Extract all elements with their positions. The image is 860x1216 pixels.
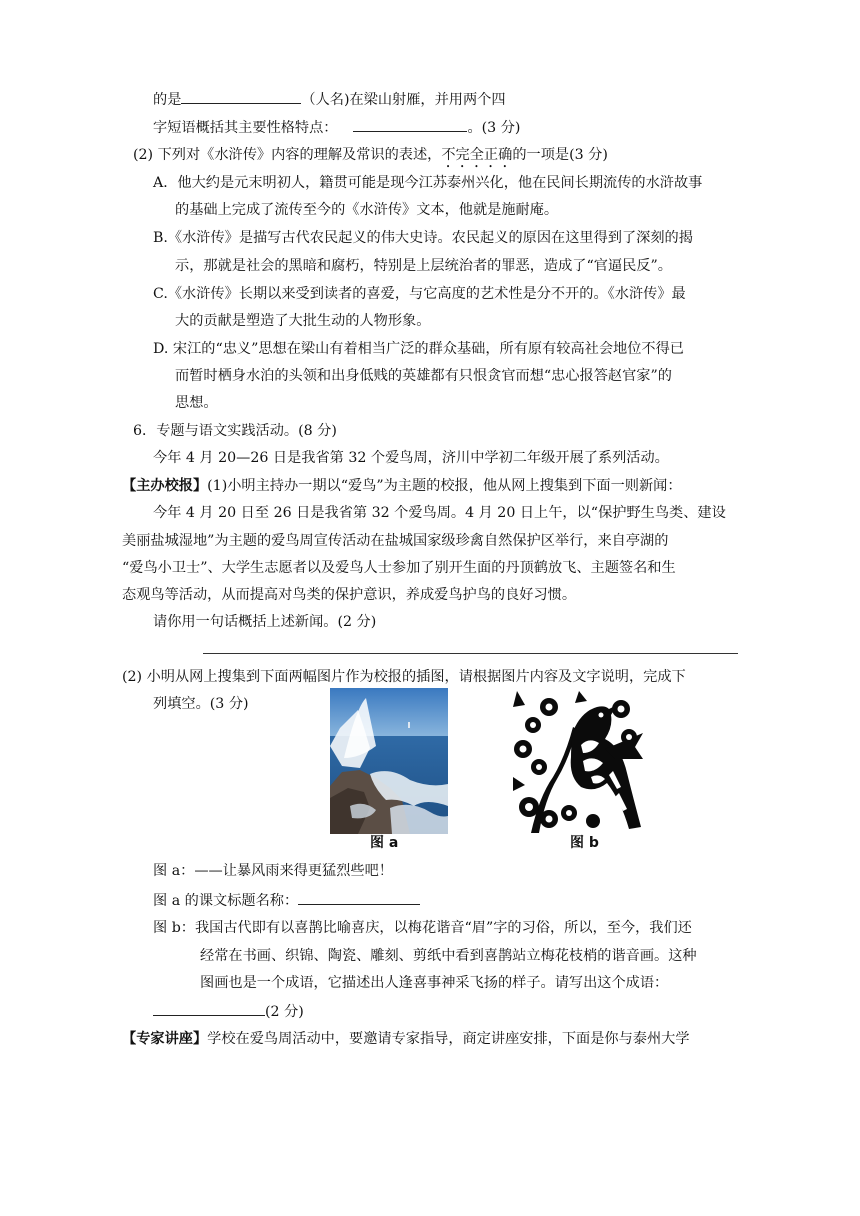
option-d-line-2: 而暂时栖身水泊的头领和出身低贱的英雄都有只恨贪官而想“忠心报答赵官家”的 — [175, 368, 672, 384]
figure-b-line-2: 经常在书画、织锦、陶瓷、雕刻、剪纸中看到喜鹊站立梅花枝梢的谐音画。这种 — [200, 948, 697, 964]
q5-text: 的是 — [153, 92, 182, 108]
news-line-1: 今年 4 月 20 日至 26 日是我省第 32 个爱鸟周。4 月 20 日上午，以“保护野生鸟类、建设 — [153, 505, 726, 521]
q5-line-1 — [153, 89, 506, 110]
figure-a-caption: 图 a — [370, 835, 399, 851]
figure-a-question — [153, 890, 420, 911]
figure-b-line-3: 图画也是一个成语，它描述出人逢喜事神采飞扬的样子。请写出这个成语： — [200, 975, 669, 991]
q6-part1-prompt: 请你用一句话概括上述新闻。(2 分) — [153, 614, 377, 630]
option-d-line-3: 思想。 — [175, 395, 218, 411]
q2-stem-part: 的一项是(3 分) — [512, 147, 608, 163]
option-a-line-2: 的基础上完成了流传至今的《水浒传》文本，他就是施耐庵。 — [175, 202, 559, 218]
answer-blank-idiom[interactable] — [153, 1001, 265, 1016]
option-b-line-1: B.《水浒传》是描写古代农民起义的伟大史诗。农民起义的原因在这里得到了深刻的揭 — [153, 230, 693, 246]
figure-b-image — [509, 687, 643, 833]
q6-title: 6．专题与语文实践活动。(8 分) — [133, 423, 337, 439]
q5-text: （人名)在梁山射雁，并用两个四 — [301, 92, 506, 108]
answer-line-summary[interactable] — [203, 653, 738, 654]
q6-part2-line-1: (2) 小明从网上搜集到下面两幅图片作为校报的插图，请根据图片内容及文字说明，完成下 — [122, 669, 686, 685]
news-line-4: 态观鸟等活动，从而提高对鸟类的保护意识，养成爱鸟护鸟的良好习惯。 — [122, 587, 577, 603]
option-a-line-1: A．他大约是元末明初人，籍贯可能是现今江苏泰州兴化，他在民间长期流传的水浒故事 — [153, 175, 703, 191]
option-c-line-2: 大的贡献是塑造了大批生动的人物形象。 — [175, 313, 431, 329]
q5-text: 。(3 分) — [467, 120, 521, 136]
news-line-3: “爱鸟小卫士”、大学生志愿者以及爱鸟人士参加了别开生面的丹顶鹤放飞、主题签名和生 — [122, 560, 676, 576]
q2-stem — [133, 145, 608, 171]
figure-a-question-text: 图 a 的课文标题名称： — [153, 893, 299, 909]
score-note: (2 分) — [265, 1004, 304, 1020]
q6-intro: 今年 4 月 20—26 日是我省第 32 个爱鸟周，济川中学初二年级开展了系列活动。 — [153, 450, 669, 466]
news-line-2: 美丽盐城湿地”为主题的爱鸟周宣传活动在盐城国家级珍禽自然保护区举行，来自亭湖的 — [122, 533, 669, 549]
expert-lecture-line — [122, 1029, 690, 1049]
option-d-line-1: D. 宋江的“忠义”思想在梁山有着相当广泛的群众基础，所有原有较高社会地位不得已 — [153, 341, 684, 357]
section-tag-school-paper: 【主办校报】 — [122, 478, 208, 494]
emphasis-text: 不完全正确 — [441, 147, 513, 163]
q5-line-2 — [153, 117, 520, 138]
q6-part2-line-2: 列填空。(3 分) — [153, 696, 249, 712]
figure-b-line-1: 图 b：我国古代即有以喜鹊比喻喜庆，以梅花谐音“眉”字的习俗，所以，至今，我们还 — [153, 920, 692, 936]
answer-blank-lesson-title[interactable] — [298, 890, 420, 905]
expert-lecture-text: 学校在爱鸟周活动中，要邀请专家指导，商定讲座安排，下面是你与泰州大学 — [207, 1031, 690, 1047]
answer-blank-person[interactable] — [181, 89, 301, 104]
figure-b-answer-line — [153, 1001, 304, 1022]
q5-text: 字短语概括其主要性格特点： — [153, 120, 338, 136]
q2-stem-part: (2) 下列对《水浒传》内容的理解及常识的表述， — [133, 147, 442, 163]
figure-b-caption: 图 b — [570, 835, 599, 851]
option-c-line-1: C.《水浒传》长期以来受到读者的喜爱，与它高度的艺术性是分不开的。《水浒传》最 — [153, 286, 686, 302]
magpie-papercut-icon — [509, 687, 643, 833]
q6-part1-first-line — [122, 476, 682, 496]
sea-waves-icon — [330, 688, 448, 834]
figure-a-image — [330, 688, 448, 834]
figure-a-quote: 图 a：——让暴风雨来得更猛烈些吧！ — [153, 863, 393, 879]
section-tag-expert-lecture: 【专家讲座】 — [122, 1031, 208, 1047]
answer-blank-traits[interactable] — [353, 117, 467, 132]
option-b-line-2: 示，那就是社会的黑暗和腐朽，特别是上层统治者的罪恶，造成了“官逼民反”。 — [175, 258, 672, 274]
q6-part1-text: (1)小明主持办一期以“爱鸟”为主题的校报，他从网上搜集到下面一则新闻： — [207, 478, 682, 494]
